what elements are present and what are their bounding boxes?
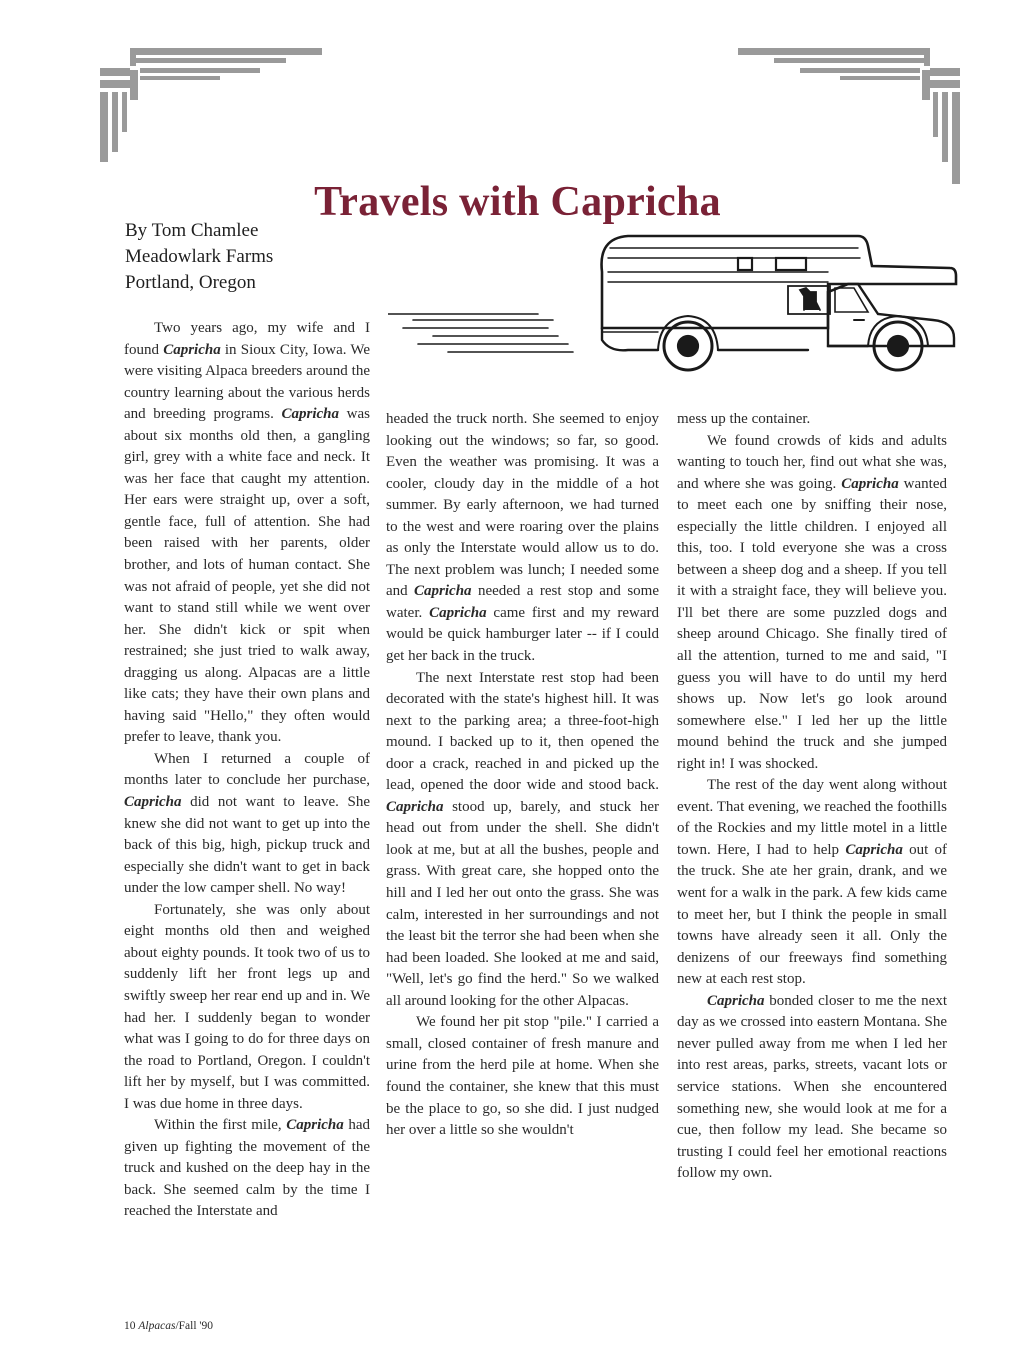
animal-name: Capricha [845, 841, 903, 858]
animal-name: Capricha [429, 604, 487, 621]
animal-name: Capricha [414, 583, 472, 600]
animal-name: Capricha [286, 1117, 344, 1134]
animal-name: Capricha [386, 798, 444, 815]
paragraph: We found crowds of kids and adults wanting to touch her, find out what she was, and where she was going. Capricha wanted to meet each one by sniffing their nose, especially the little children. I enjoyed all this, too. I told everyone she was a cross between a sheep dog and a sheep. If you tell it with a straight face, they will believe you. I'll bet there are some puzzled dogs and sheep around Chicago. She finally tired of all the attention, turned to me and said, "I guess you will have to do until my herd shows up. Now let's go look around somewhere else." I led her up the little mound behind the truck and she jumped right in! I was shocked. [677, 432, 947, 772]
paragraph: Within the first mile, Capricha had given up fighting the movement of the truck and kushed on the deep hay in the back. She seemed calm by the time I reached the Interstate and [124, 1117, 370, 1220]
byline-farm: Meadowlark Farms [125, 246, 274, 267]
paragraph: Fortunately, she was only about eight months old then and weighed about eighty pounds. It took two of us to suddenly lift her front legs up and swiftly sweep her rear end up and in. We had her. I suddenly began to wonder what was I going to do for three days on the road to Portland, Oregon. I couldn't lift her by myself, but I was committed. I was due home in three days. [124, 901, 370, 1112]
paragraph: headed the truck north. She seemed to enjoy looking out the windows; so far, so good. Even the weather was promising. It was a cooler, cloudy day in the middle of a hot summer. By early afternoon, we had turned to the west and were roaring over the plains as only the Interstate would allow us to do. The next problem was lunch; I needed some and Capricha needed a rest stop and some water. Capricha came first and my reward would be quick hamburger later -- if I could get her back in the truck. [386, 411, 659, 665]
corner-ornament-right [738, 44, 973, 189]
paragraph: When I returned a couple of months later to conclude her purchase, Capricha did not want to leave. She knew she did not want to get up into the back of this big, high, pickup truck and especially she didn't want to get in back under the low camper shell. No way! [124, 750, 370, 897]
corner-ornament-left [92, 44, 327, 164]
issue-label: /Fall '90 [175, 1320, 213, 1332]
paragraph: mess up the container. [677, 411, 811, 427]
paragraph: Capricha bonded closer to me the next day as we crossed into eastern Montana. She never pulled away from me when I led her into rest areas, parks, streets, vacant lots or service stations. When she encountered something new, she would look at me for a cue, then follow my lead. She became so trusting I could feel her emotional reactions follow my own. [677, 992, 947, 1182]
animal-name: Capricha [841, 475, 899, 492]
article-column-3 [677, 409, 947, 1185]
paragraph: The next Interstate rest stop had been decorated with the state's highest hill. It was next to the parking area; a three-foot-high mound. I backed up to it, then opened the door a crack, reached in and picked up the lead, opened the door wide and stood back. Capricha stood up, barely, and stuck her head out from under the shell. She didn't look at me, but at all the bushes, people and grass. With great care, she hopped onto the hill and I led her out onto the grass. She was calm, interested in her surroundings and not the least bit the terror she had been when she had been loaded. She looked at me and said, "Well, let's go find the herd." So we walked all around looking for the other Alpacas. [386, 669, 659, 1009]
animal-name: Capricha [707, 992, 765, 1009]
truck-camper-illustration [388, 228, 958, 378]
paragraph: Two years ago, my wife and I found Capricha in Sioux City, Iowa. We were visiting Alpaca breeders around the country learning about the various herds and breeding programs. Capricha was about six months old then, a gangling girl, grey with a white face and neck. It was her face that caught my attention. Her ears were straight up, over a soft, gentle face, full of attention. She had been raised with her parents, older brother, and lots of human contact. She was not afraid of people, yet she did not want to stand still while we went over her. She didn't kick or spit when restrained; she just tried to walk away, dragging us along. Alpacas are a little like cats; they have their own plans and having said "Hello," they often would prefer to leave, thank you. [124, 320, 370, 746]
animal-name: Capricha [281, 406, 340, 423]
article-column-1 [124, 318, 370, 1223]
page-number: 10 [124, 1320, 136, 1332]
paragraph: We found her pit stop "pile." I carried a small, closed container of fresh manure and urine from the herd pile at home. When she found the container, she knew that this must be the place to go, so she did. I just nudged her over a little so she wouldn't [386, 1014, 659, 1139]
byline-author: By Tom Chamlee [125, 220, 259, 241]
magazine-name: Alpacas [138, 1320, 176, 1332]
page-footer [124, 1320, 213, 1332]
byline [125, 218, 273, 296]
article-title: Travels with Capricha [314, 179, 721, 226]
animal-name: Capricha [124, 794, 182, 811]
article-column-2 [386, 409, 659, 1142]
paragraph: The rest of the day went along without event. That evening, we reached the foothills of the Rockies and my little motel in a little town. Here, I had to help Capricha out of the truck. She ate her grain, drank, and we went for a walk in the park. A few kids came to meet her, but I think the people in small towns have already seen it all. Only the denizens of our freeways find something new at each rest stop. [677, 777, 947, 988]
byline-location: Portland, Oregon [125, 272, 256, 293]
animal-name: Capricha [163, 341, 221, 358]
